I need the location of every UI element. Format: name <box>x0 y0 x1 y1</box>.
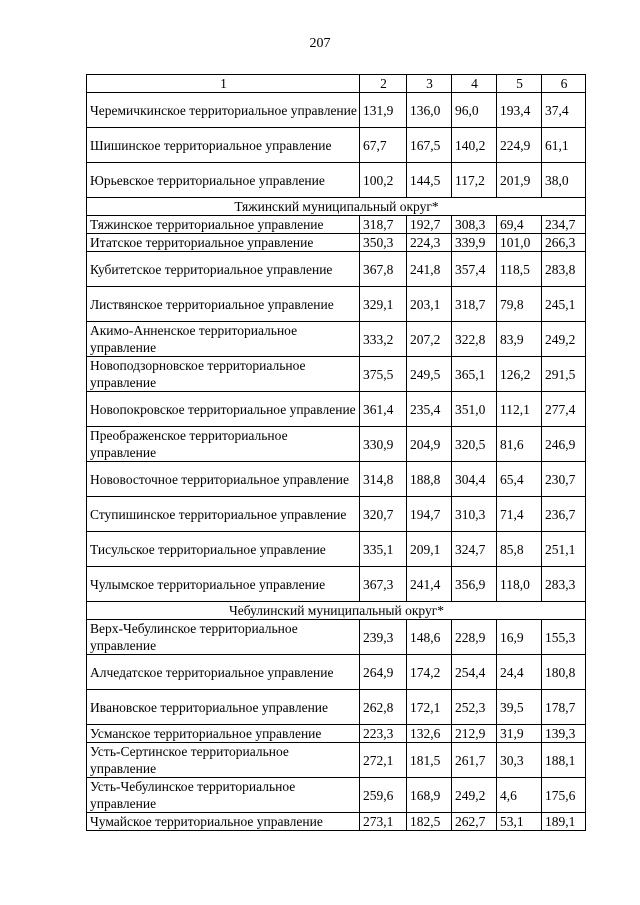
value-cell-col-6: 37,4 <box>542 93 586 128</box>
value-cell-col-4: 308,3 <box>452 216 497 234</box>
value-cell-col-4: 324,7 <box>452 532 497 567</box>
value-cell-col-2: 329,1 <box>360 287 407 322</box>
value-cell-col-5: 81,6 <box>497 427 542 462</box>
value-cell-col-6: 230,7 <box>542 462 586 497</box>
value-cell-col-2: 375,5 <box>360 357 407 392</box>
territory-name-cell: Листвянское территориальное управление <box>87 287 360 322</box>
table-row <box>87 322 586 357</box>
territory-name-cell: Новоподзорновское территориальное управление <box>87 357 360 392</box>
territory-name-cell: Усманское территориальное управление <box>87 725 360 743</box>
value-cell-col-6: 251,1 <box>542 532 586 567</box>
value-cell-col-3: 249,5 <box>407 357 452 392</box>
value-cell-col-5: 24,4 <box>497 655 542 690</box>
territory-name-cell: Чулымское территориальное управление <box>87 567 360 602</box>
value-cell-col-4: 212,9 <box>452 725 497 743</box>
territory-name-cell: Новопокровское территориальное управление <box>87 392 360 427</box>
value-cell-col-5: 224,9 <box>497 128 542 163</box>
table-row <box>87 532 586 567</box>
value-cell-col-5: 101,0 <box>497 234 542 252</box>
column-header: 5 <box>497 75 542 93</box>
value-cell-col-6: 188,1 <box>542 743 586 778</box>
table-row <box>87 690 586 725</box>
table-row <box>87 620 586 655</box>
value-cell-col-2: 100,2 <box>360 163 407 198</box>
value-cell-col-2: 350,3 <box>360 234 407 252</box>
value-cell-col-3: 209,1 <box>407 532 452 567</box>
table-row <box>87 743 586 778</box>
territory-name-cell: Усть-Чебулинское территориальное управление <box>87 778 360 813</box>
value-cell-col-4: 351,0 <box>452 392 497 427</box>
column-header: 2 <box>360 75 407 93</box>
territory-name-cell: Верх-Чебулинское территориальное управление <box>87 620 360 655</box>
territory-name-cell: Ступишинское территориальное управление <box>87 497 360 532</box>
value-cell-col-2: 67,7 <box>360 128 407 163</box>
value-cell-col-2: 272,1 <box>360 743 407 778</box>
value-cell-col-3: 174,2 <box>407 655 452 690</box>
value-cell-col-3: 148,6 <box>407 620 452 655</box>
value-cell-col-5: 83,9 <box>497 322 542 357</box>
table-header-row <box>87 75 586 93</box>
value-cell-col-3: 235,4 <box>407 392 452 427</box>
column-header: 4 <box>452 75 497 93</box>
column-header: 6 <box>542 75 586 93</box>
territory-name-cell: Итатское территориальное управление <box>87 234 360 252</box>
table-body <box>87 75 586 831</box>
value-cell-col-2: 223,3 <box>360 725 407 743</box>
value-cell-col-3: 241,4 <box>407 567 452 602</box>
value-cell-col-4: 117,2 <box>452 163 497 198</box>
value-cell-col-4: 320,5 <box>452 427 497 462</box>
value-cell-col-2: 320,7 <box>360 497 407 532</box>
value-cell-col-6: 246,9 <box>542 427 586 462</box>
value-cell-col-3: 181,5 <box>407 743 452 778</box>
table-row <box>87 725 586 743</box>
territory-name-cell: Чумайское территориальное управление <box>87 813 360 831</box>
data-table <box>86 74 586 831</box>
value-cell-col-6: 245,1 <box>542 287 586 322</box>
value-cell-col-3: 194,7 <box>407 497 452 532</box>
value-cell-col-4: 318,7 <box>452 287 497 322</box>
value-cell-col-4: 96,0 <box>452 93 497 128</box>
territory-name-cell: Юрьевское территориальное управление <box>87 163 360 198</box>
table-row <box>87 128 586 163</box>
value-cell-col-2: 367,8 <box>360 252 407 287</box>
value-cell-col-5: 71,4 <box>497 497 542 532</box>
value-cell-col-4: 357,4 <box>452 252 497 287</box>
value-cell-col-2: 131,9 <box>360 93 407 128</box>
value-cell-col-3: 204,9 <box>407 427 452 462</box>
value-cell-col-3: 207,2 <box>407 322 452 357</box>
table-row <box>87 216 586 234</box>
table-row <box>87 163 586 198</box>
value-cell-col-6: 249,2 <box>542 322 586 357</box>
value-cell-col-6: 283,8 <box>542 252 586 287</box>
table-row <box>87 813 586 831</box>
value-cell-col-3: 182,5 <box>407 813 452 831</box>
value-cell-col-2: 259,6 <box>360 778 407 813</box>
value-cell-col-2: 262,8 <box>360 690 407 725</box>
value-cell-col-6: 291,5 <box>542 357 586 392</box>
value-cell-col-4: 356,9 <box>452 567 497 602</box>
value-cell-col-2: 239,3 <box>360 620 407 655</box>
territory-name-cell: Кубитетское территориальное управление <box>87 252 360 287</box>
value-cell-col-5: 69,4 <box>497 216 542 234</box>
table-row <box>87 567 586 602</box>
value-cell-col-3: 224,3 <box>407 234 452 252</box>
territory-name-cell: Шишинское территориальное управление <box>87 128 360 163</box>
value-cell-col-5: 39,5 <box>497 690 542 725</box>
value-cell-col-4: 339,9 <box>452 234 497 252</box>
value-cell-col-3: 172,1 <box>407 690 452 725</box>
value-cell-col-3: 144,5 <box>407 163 452 198</box>
column-header: 1 <box>87 75 360 93</box>
value-cell-col-4: 252,3 <box>452 690 497 725</box>
value-cell-col-5: 31,9 <box>497 725 542 743</box>
value-cell-col-5: 16,9 <box>497 620 542 655</box>
value-cell-col-2: 318,7 <box>360 216 407 234</box>
value-cell-col-6: 61,1 <box>542 128 586 163</box>
value-cell-col-6: 189,1 <box>542 813 586 831</box>
territory-name-cell: Усть-Сертинское территориальное управление <box>87 743 360 778</box>
section-header-row <box>87 602 586 620</box>
value-cell-col-6: 266,3 <box>542 234 586 252</box>
value-cell-col-3: 192,7 <box>407 216 452 234</box>
value-cell-col-5: 30,3 <box>497 743 542 778</box>
value-cell-col-6: 139,3 <box>542 725 586 743</box>
territory-name-cell: Ивановское территориальное управление <box>87 690 360 725</box>
value-cell-col-3: 168,9 <box>407 778 452 813</box>
section-header-row <box>87 198 586 216</box>
value-cell-col-2: 264,9 <box>360 655 407 690</box>
value-cell-col-5: 79,8 <box>497 287 542 322</box>
value-cell-col-4: 365,1 <box>452 357 497 392</box>
territory-name-cell: Акимо-Анненское территориальное управление <box>87 322 360 357</box>
value-cell-col-6: 155,3 <box>542 620 586 655</box>
section-title: Чебулинский муниципальный округ* <box>87 602 586 620</box>
value-cell-col-4: 262,7 <box>452 813 497 831</box>
value-cell-col-5: 53,1 <box>497 813 542 831</box>
table-row <box>87 357 586 392</box>
value-cell-col-2: 361,4 <box>360 392 407 427</box>
value-cell-col-4: 249,2 <box>452 778 497 813</box>
value-cell-col-6: 277,4 <box>542 392 586 427</box>
value-cell-col-5: 201,9 <box>497 163 542 198</box>
page-number: 207 <box>309 36 331 51</box>
value-cell-col-5: 193,4 <box>497 93 542 128</box>
value-cell-col-4: 310,3 <box>452 497 497 532</box>
column-header: 3 <box>407 75 452 93</box>
value-cell-col-5: 4,6 <box>497 778 542 813</box>
value-cell-col-5: 65,4 <box>497 462 542 497</box>
value-cell-col-2: 330,9 <box>360 427 407 462</box>
section-title: Тяжинский муниципальный округ* <box>87 198 586 216</box>
value-cell-col-5: 118,0 <box>497 567 542 602</box>
value-cell-col-4: 261,7 <box>452 743 497 778</box>
value-cell-col-4: 254,4 <box>452 655 497 690</box>
territory-name-cell: Нововосточное территориальное управление <box>87 462 360 497</box>
value-cell-col-3: 132,6 <box>407 725 452 743</box>
table-row <box>87 655 586 690</box>
table-row <box>87 93 586 128</box>
territory-name-cell: Тяжинское территориальное управление <box>87 216 360 234</box>
table-row <box>87 427 586 462</box>
table-row <box>87 287 586 322</box>
table-row <box>87 234 586 252</box>
value-cell-col-4: 228,9 <box>452 620 497 655</box>
value-cell-col-6: 234,7 <box>542 216 586 234</box>
value-cell-col-6: 283,3 <box>542 567 586 602</box>
table-row <box>87 778 586 813</box>
value-cell-col-3: 203,1 <box>407 287 452 322</box>
value-cell-col-6: 38,0 <box>542 163 586 198</box>
value-cell-col-5: 112,1 <box>497 392 542 427</box>
value-cell-col-5: 85,8 <box>497 532 542 567</box>
table-row <box>87 497 586 532</box>
value-cell-col-2: 314,8 <box>360 462 407 497</box>
value-cell-col-3: 136,0 <box>407 93 452 128</box>
value-cell-col-6: 236,7 <box>542 497 586 532</box>
value-cell-col-3: 188,8 <box>407 462 452 497</box>
territory-name-cell: Преображенское территориальное управление <box>87 427 360 462</box>
value-cell-col-5: 126,2 <box>497 357 542 392</box>
value-cell-col-3: 167,5 <box>407 128 452 163</box>
value-cell-col-2: 367,3 <box>360 567 407 602</box>
territory-name-cell: Черемичкинское территориальное управление <box>87 93 360 128</box>
value-cell-col-6: 178,7 <box>542 690 586 725</box>
value-cell-col-4: 140,2 <box>452 128 497 163</box>
table-row <box>87 462 586 497</box>
value-cell-col-2: 333,2 <box>360 322 407 357</box>
territory-name-cell: Алчедатское территориальное управление <box>87 655 360 690</box>
value-cell-col-4: 304,4 <box>452 462 497 497</box>
value-cell-col-2: 273,1 <box>360 813 407 831</box>
value-cell-col-2: 335,1 <box>360 532 407 567</box>
territory-name-cell: Тисульское территориальное управление <box>87 532 360 567</box>
table-row <box>87 392 586 427</box>
table-row <box>87 252 586 287</box>
value-cell-col-4: 322,8 <box>452 322 497 357</box>
value-cell-col-5: 118,5 <box>497 252 542 287</box>
value-cell-col-6: 180,8 <box>542 655 586 690</box>
value-cell-col-3: 241,8 <box>407 252 452 287</box>
value-cell-col-6: 175,6 <box>542 778 586 813</box>
